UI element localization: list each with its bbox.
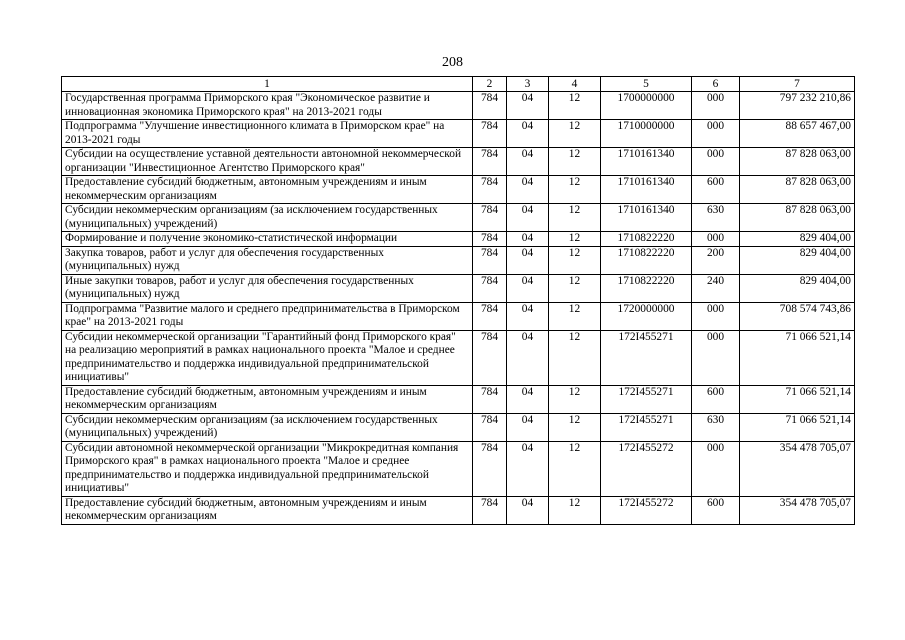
- row-code-2: 784: [473, 120, 507, 148]
- row-code-6: 000: [692, 232, 740, 247]
- row-code-4: 12: [549, 441, 601, 496]
- row-code-4: 12: [549, 92, 601, 120]
- row-code-5: 1720000000: [601, 302, 692, 330]
- table-row: [62, 413, 855, 441]
- row-code-2: 784: [473, 385, 507, 413]
- row-code-3: 04: [507, 92, 549, 120]
- row-name: Субсидии автономной некоммерческой организации "Микрокредитная компания Приморского края" в рамках национального проекта "Малое и среднее предпринимательство и поддержка индивидуальной предпринимательской инициативы": [62, 441, 473, 496]
- row-code-6: 240: [692, 274, 740, 302]
- row-code-3: 04: [507, 274, 549, 302]
- row-code-6: 600: [692, 496, 740, 524]
- row-name: Государственная программа Приморского края "Экономическое развитие и инновационная экономика Приморского края" на 2013-2021 годы: [62, 92, 473, 120]
- row-code-4: 12: [549, 330, 601, 385]
- row-code-3: 04: [507, 330, 549, 385]
- row-code-5: 172I455272: [601, 441, 692, 496]
- row-name: Предоставление субсидий бюджетным, автономным учреждениям и иным некоммерческим организациям: [62, 176, 473, 204]
- row-code-4: 12: [549, 120, 601, 148]
- row-code-3: 04: [507, 496, 549, 524]
- row-amount: 354 478 705,07: [740, 496, 855, 524]
- row-code-2: 784: [473, 246, 507, 274]
- row-code-6: 000: [692, 441, 740, 496]
- row-code-6: 000: [692, 120, 740, 148]
- row-code-5: 172I455271: [601, 413, 692, 441]
- row-amount: 829 404,00: [740, 274, 855, 302]
- budget-table: [61, 76, 855, 525]
- row-code-2: 784: [473, 274, 507, 302]
- row-amount: 708 574 743,86: [740, 302, 855, 330]
- row-name: Субсидии некоммерческой организации "Гарантийный фонд Приморского края" на реализацию мероприятий в рамках национального проекта "Малое и среднее предпринимательство и поддержка индивидуальной предпринимательской инициативы": [62, 330, 473, 385]
- row-amount: 354 478 705,07: [740, 441, 855, 496]
- row-code-4: 12: [549, 302, 601, 330]
- row-amount: 797 232 210,86: [740, 92, 855, 120]
- row-code-4: 12: [549, 204, 601, 232]
- row-amount: 829 404,00: [740, 246, 855, 274]
- row-code-5: 1710000000: [601, 120, 692, 148]
- row-code-3: 04: [507, 413, 549, 441]
- row-code-2: 784: [473, 176, 507, 204]
- table-row: [62, 92, 855, 120]
- row-code-5: 172I455271: [601, 330, 692, 385]
- row-code-2: 784: [473, 496, 507, 524]
- row-code-4: 12: [549, 274, 601, 302]
- row-code-2: 784: [473, 302, 507, 330]
- row-name: Предоставление субсидий бюджетным, автономным учреждениям и иным некоммерческим организациям: [62, 496, 473, 524]
- row-code-2: 784: [473, 148, 507, 176]
- row-code-4: 12: [549, 413, 601, 441]
- table-row: [62, 120, 855, 148]
- row-code-3: 04: [507, 176, 549, 204]
- row-name: Подпрограмма "Улучшение инвестиционного климата в Приморском крае" на 2013-2021 годы: [62, 120, 473, 148]
- row-code-6: 630: [692, 413, 740, 441]
- column-header-2: 2: [473, 77, 507, 92]
- row-amount: 829 404,00: [740, 232, 855, 247]
- row-code-2: 784: [473, 204, 507, 232]
- row-code-6: 600: [692, 176, 740, 204]
- row-code-5: 1710822220: [601, 232, 692, 247]
- column-header-7: 7: [740, 77, 855, 92]
- row-code-6: 000: [692, 330, 740, 385]
- row-name: Субсидии некоммерческим организациям (за исключением государственных (муниципальных) учреждений): [62, 413, 473, 441]
- row-code-3: 04: [507, 246, 549, 274]
- row-code-6: 200: [692, 246, 740, 274]
- row-code-6: 600: [692, 385, 740, 413]
- row-code-5: 1710161340: [601, 176, 692, 204]
- column-header-4: 4: [549, 77, 601, 92]
- row-code-6: 630: [692, 204, 740, 232]
- row-code-4: 12: [549, 148, 601, 176]
- row-amount: 87 828 063,00: [740, 204, 855, 232]
- row-code-3: 04: [507, 148, 549, 176]
- row-name: Субсидии на осуществление уставной деятельности автономной некоммерческой организации "Инвестиционное Агентство Приморского края": [62, 148, 473, 176]
- row-code-4: 12: [549, 246, 601, 274]
- row-amount: 71 066 521,14: [740, 330, 855, 385]
- table-row: [62, 330, 855, 385]
- row-name: Субсидии некоммерческим организациям (за исключением государственных (муниципальных) учреждений): [62, 204, 473, 232]
- row-amount: 88 657 467,00: [740, 120, 855, 148]
- row-code-3: 04: [507, 120, 549, 148]
- table-row: [62, 204, 855, 232]
- row-code-5: 172I455272: [601, 496, 692, 524]
- table-row: [62, 232, 855, 247]
- row-code-3: 04: [507, 204, 549, 232]
- row-name: Формирование и получение экономико-статистической информации: [62, 232, 473, 247]
- row-name: Иные закупки товаров, работ и услуг для обеспечения государственных (муниципальных) нужд: [62, 274, 473, 302]
- table-row: [62, 441, 855, 496]
- row-code-2: 784: [473, 232, 507, 247]
- row-code-5: 172I455271: [601, 385, 692, 413]
- row-code-6: 000: [692, 148, 740, 176]
- table-row: [62, 148, 855, 176]
- row-name: Подпрограмма "Развитие малого и среднего предпринимательства в Приморском крае" на 2013-2021 годы: [62, 302, 473, 330]
- page-number: 208: [442, 55, 463, 70]
- row-code-5: 1710822220: [601, 274, 692, 302]
- row-code-3: 04: [507, 302, 549, 330]
- row-amount: 71 066 521,14: [740, 385, 855, 413]
- row-code-2: 784: [473, 413, 507, 441]
- row-code-3: 04: [507, 232, 549, 247]
- row-code-3: 04: [507, 385, 549, 413]
- row-code-4: 12: [549, 176, 601, 204]
- row-code-4: 12: [549, 232, 601, 247]
- header-row: [62, 77, 855, 92]
- row-name: Предоставление субсидий бюджетным, автономным учреждениям и иным некоммерческим организациям: [62, 385, 473, 413]
- row-code-2: 784: [473, 441, 507, 496]
- column-header-3: 3: [507, 77, 549, 92]
- row-code-5: 1710822220: [601, 246, 692, 274]
- row-code-5: 1700000000: [601, 92, 692, 120]
- column-header-5: 5: [601, 77, 692, 92]
- row-amount: 87 828 063,00: [740, 148, 855, 176]
- row-code-3: 04: [507, 441, 549, 496]
- row-code-6: 000: [692, 302, 740, 330]
- row-name: Закупка товаров, работ и услуг для обеспечения государственных (муниципальных) нужд: [62, 246, 473, 274]
- table-row: [62, 246, 855, 274]
- table-row: [62, 385, 855, 413]
- table-row: [62, 496, 855, 524]
- row-code-6: 000: [692, 92, 740, 120]
- column-header-6: 6: [692, 77, 740, 92]
- row-amount: 71 066 521,14: [740, 413, 855, 441]
- table-row: [62, 302, 855, 330]
- table-row: [62, 274, 855, 302]
- row-amount: 87 828 063,00: [740, 176, 855, 204]
- row-code-2: 784: [473, 92, 507, 120]
- row-code-5: 1710161340: [601, 148, 692, 176]
- column-header-1: 1: [62, 77, 473, 92]
- row-code-4: 12: [549, 385, 601, 413]
- row-code-5: 1710161340: [601, 204, 692, 232]
- row-code-4: 12: [549, 496, 601, 524]
- table-row: [62, 176, 855, 204]
- row-code-2: 784: [473, 330, 507, 385]
